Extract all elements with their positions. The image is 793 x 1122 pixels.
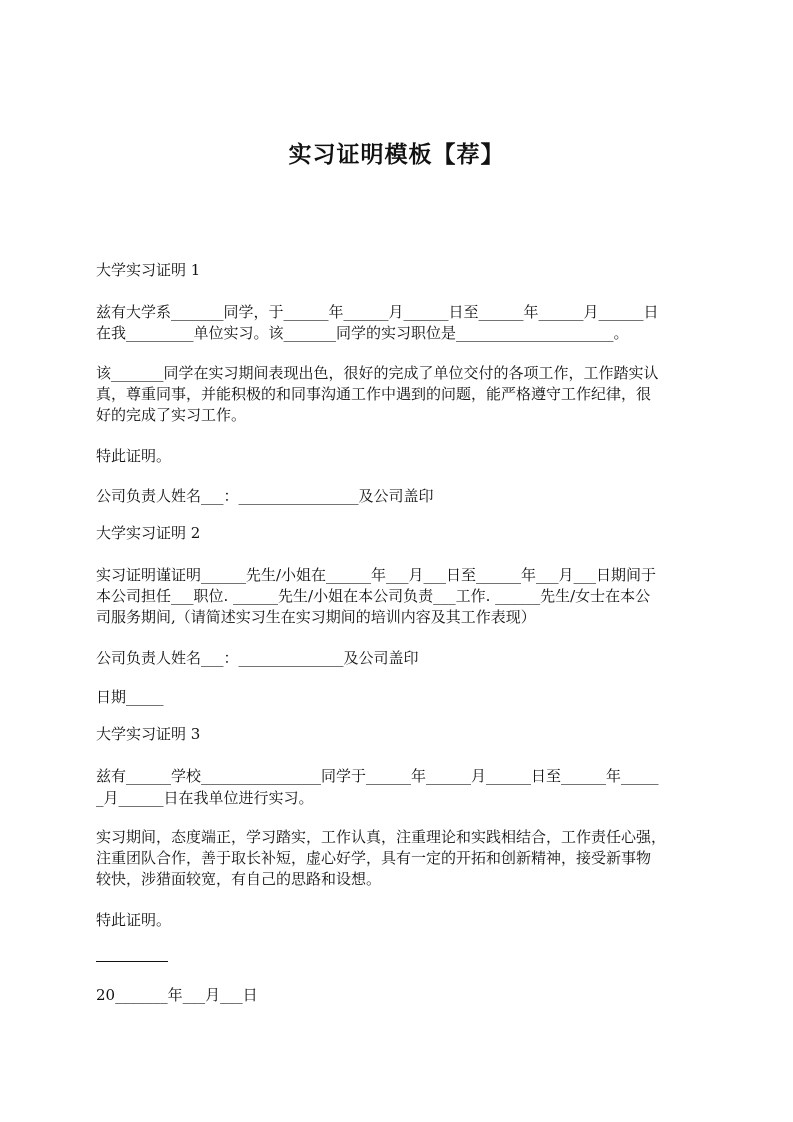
cert2-signature-line: 公司负责人姓名___：______________及公司盖印 <box>96 649 419 667</box>
cert1-line-1: 兹有大学系_______同学，于______年______月______日至______年______月______日 <box>96 303 659 321</box>
heading-certificate-2: 大学实习证明 2 <box>96 524 201 542</box>
document-title: 实习证明模板【荐】 <box>288 142 505 168</box>
cert2-line-3: 司服务期间,（请简述实习生在实习期间的培训内容及其工作表现） <box>96 608 536 626</box>
cert2-line-2: 本公司担任___职位. ______先生/小姐在本公司负责___工作. ______先生/女士在本公 <box>96 587 651 605</box>
cert2-date-line: 日期_____ <box>96 688 164 706</box>
cert1-signature-line: 公司负责人姓名___：________________及公司盖印 <box>96 487 434 505</box>
cert3-closing: 特此证明。 <box>96 911 172 929</box>
cert3-line-2: _月______日在我单位进行实习。 <box>96 789 314 807</box>
cert1-para-line-1: 该_______同学在实习期间表现出色，很好的完成了单位交付的各项工作，工作踏实认 <box>96 364 659 382</box>
cert3-date-line: 20_______年___月___日 <box>96 986 258 1004</box>
heading-certificate-1: 大学实习证明 1 <box>96 261 201 279</box>
cert2-line-1: 实习证明谨证明______先生/小姐在______年___月___日至______年___月___日期间于 <box>96 566 657 584</box>
cert1-para-line-3: 好的完成了实习工作。 <box>96 406 247 424</box>
cert1-para-line-2: 真，尊重同事，并能积极的和同事沟通工作中遇到的问题，能严格遵守工作纪律，很 <box>96 385 652 403</box>
cert1-line-2: 在我_________单位实习。该_______同学的实习职位是_____________________。 <box>96 324 629 342</box>
signature-rule <box>96 961 168 962</box>
heading-certificate-3: 大学实习证明 3 <box>96 725 201 743</box>
cert3-para-line-1: 实习期间，态度端正，学习踏实，工作认真，注重理论和实践相结合，工作责任心强， <box>96 828 667 846</box>
cert1-closing: 特此证明。 <box>96 447 172 465</box>
cert3-line-1: 兹有______学校________________同学于______年______月______日至______年_____ <box>96 767 659 785</box>
cert3-para-line-3: 较快，涉猎面较宽，有自己的思路和设想。 <box>96 870 382 888</box>
cert3-para-line-2: 注重团队合作，善于取长补短，虚心好学，具有一定的开拓和创新精神，接受新事物 <box>96 849 652 867</box>
